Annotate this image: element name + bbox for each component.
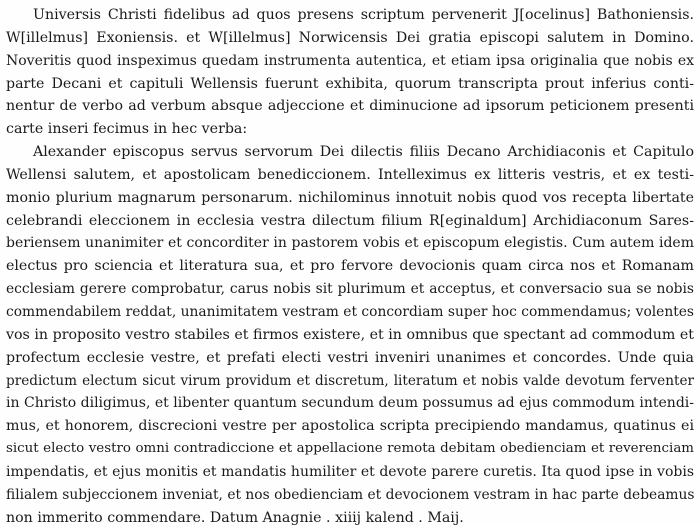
text-line: vos in proposito vestro stabiles et firmos existere, et in omnibus que spectant ad commodum et [6,326,694,343]
text-line: mus, et honorem, discrecioni vestre per apostolica scripta precipiendo mandamus, quatinus ei [6,418,694,435]
text-line: Noveritis quod inspeximus quedam instrumenta autentica, et etiam ipsa originalia que nobis ex [6,52,694,69]
text-line: filialem subjeccionem inveniat, et nos obedienciam et devocionem vestram in hac parte debeamus [6,486,695,503]
text-line: monio plurium magnarum personarum. nichilominus innotuit nobis quod vos recepta libertate [6,189,694,206]
text-line: commendabilem reddat, unanimitatem vestram et concordiam super hoc commendamus; volentes [6,303,694,320]
text-line: parte Decani et capituli Wellensis fuerunt exhibita, quorum transcripta prout inferius conti- [6,75,694,92]
text-line: predictum electum sicut virum providum et discretum, literatum et nobis valde devotum ferventer [6,372,694,389]
text-line: carte inseri fecimus in hec verba: [6,121,248,138]
paragraph-papal-letter [6,141,694,529]
text-line: Wellensi salutem, et apostolicam benediccionem. Intelleximus ex litteris vestris, et ex testi- [6,166,694,183]
paragraph-inspeximus [6,4,694,141]
text-line: ecclesiam gerere comprobatur, carus nobis sit plurimum et acceptus, et conversacio sua se nobis [6,281,694,298]
text-line: Alexander episcopus servus servorum Dei dilectis filiis Decano Archidiaconis et Capitulo [33,144,694,161]
text-line: celebrandi eleccionem in ecclesia vestra dilectum filium R[eginaldum] Archidiaconum Sares- [6,212,694,229]
text-line: impendatis, et ejus monitis et mandatis humiliter et devote parere curetis. Ita quod ipse in vobis [6,463,694,480]
text-line: non immerito commendare. Datum Anagnie . xiiij kalend . Maij. [6,509,464,526]
text-line: in Christo diligimus, et libenter quantum secundum deum possumus ad ejus commodum intendi- [6,395,694,412]
text-line: profectum ecclesie vestre, et prefati electi vestri inveniri unanimes et concordes. Unde quia [6,349,694,366]
text-line: W[illelmus] Exoniensis. et W[illelmus] Norwicensis Dei gratia episcopi salutem in Domino. [6,29,694,46]
text-line: sicut electo vestro omni contradiccione et appellacione remota debitam obedienciam et reverenciam [6,441,694,457]
text-line: electus pro sciencia et literatura sua, et pro fervore devocionis quam circa nos et Romanam [6,258,694,275]
text-line: Universis Christi fidelibus ad quos presens scriptum pervenerit J[ocelinus] Bathoniensis. [33,7,694,23]
text-line: nentur de verbo ad verbum absque adjeccione et diminucione ad ipsorum peticionem presenti [6,98,694,115]
text-line: beriensem unanimiter et concorditer in pastorem vobis et episcopum elegistis. Cum autem idem [6,235,694,252]
